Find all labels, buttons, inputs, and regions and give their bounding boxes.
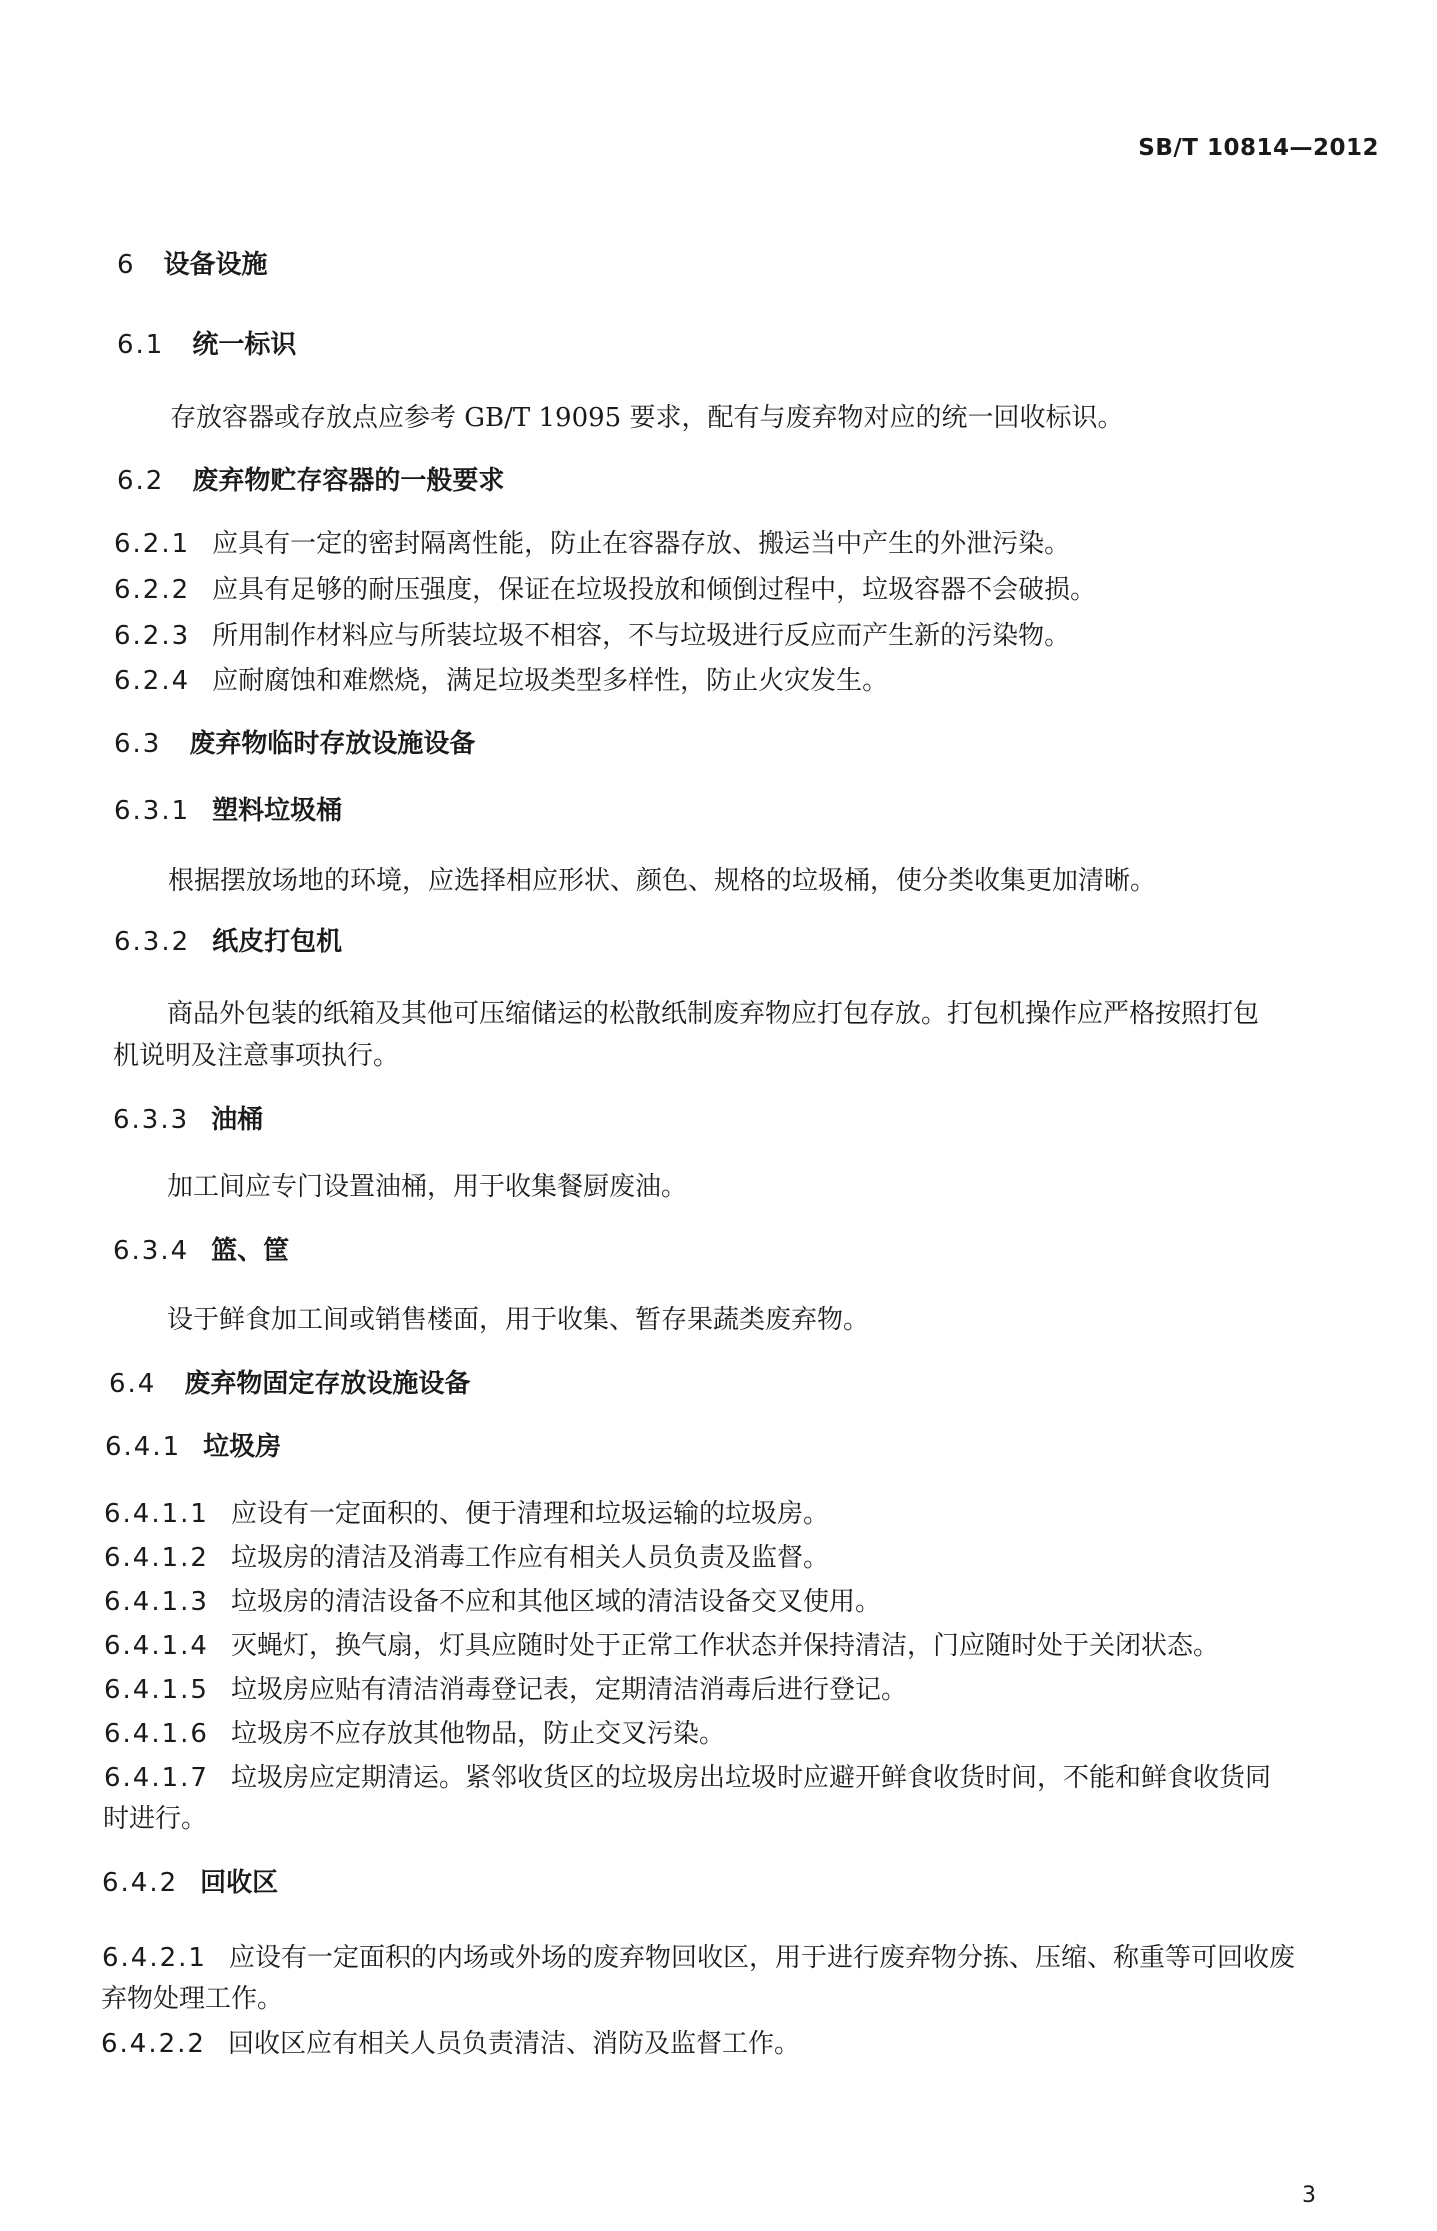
paragraph-6-3-1: 根据摆放场地的环境，应选择相应形状、颜色、规格的垃圾桶，使分类收集更加清晰。 xyxy=(168,866,1157,896)
section-heading-6-4-1 xyxy=(105,1430,281,1464)
clause-text: 应设有一定面积的、便于清理和垃圾运输的垃圾房。 xyxy=(230,1499,829,1529)
clause-6-4-1-3 xyxy=(104,1585,881,1619)
section-number: 6.3.1 xyxy=(114,796,191,826)
clause-6-4-2-1-continuation: 弃物处理工作。 xyxy=(101,1984,284,2014)
section-number: 6.4.2 xyxy=(102,1868,179,1898)
section-title: 废弃物临时存放设施设备 xyxy=(189,729,476,759)
section-heading-6 xyxy=(117,248,268,282)
clause-text: 所用制作材料应与所装垃圾不相容，不与垃圾进行反应而产生新的污染物。 xyxy=(212,621,1071,651)
paragraph-6-3-2-line-2: 机说明及注意事项执行。 xyxy=(113,1041,400,1071)
clause-text: 垃圾房应定期清运。紧邻收货区的垃圾房出垃圾时应避开鲜食收货时间，不能和鲜食收货同 xyxy=(230,1763,1271,1793)
section-title: 设备设施 xyxy=(163,250,268,280)
clause-6-2-3 xyxy=(114,619,1070,653)
paragraph-6-3-4: 设于鲜食加工间或销售楼面，用于收集、暂存果蔬类废弃物。 xyxy=(167,1305,870,1335)
clause-number: 6.4.2.1 xyxy=(102,1943,207,1973)
section-heading-6-3-3 xyxy=(113,1103,263,1137)
clause-number: 6.4.1.6 xyxy=(104,1719,209,1749)
clause-6-2-4 xyxy=(114,664,888,698)
clause-6-4-1-4 xyxy=(104,1629,1219,1663)
clause-text: 应具有一定的密封隔离性能，防止在容器存放、搬运当中产生的外泄污染。 xyxy=(212,529,1071,559)
section-heading-6-1 xyxy=(117,328,296,362)
paragraph-6-3-3: 加工间应专门设置油桶，用于收集餐厨废油。 xyxy=(167,1172,688,1202)
clause-6-2-1 xyxy=(114,527,1070,561)
section-number: 6 xyxy=(117,250,136,280)
section-heading-6-2 xyxy=(117,464,504,498)
clause-number: 6.4.1.1 xyxy=(104,1499,209,1529)
clause-text: 应设有一定面积的内场或外场的废弃物回收区，用于进行废弃物分拣、压缩、称重等可回收废 xyxy=(228,1943,1295,1973)
section-title: 废弃物贮存容器的一般要求 xyxy=(192,466,505,496)
clause-number: 6.4.1.3 xyxy=(104,1587,209,1617)
clause-text: 应耐腐蚀和难燃烧，满足垃圾类型多样性，防止火灾发生。 xyxy=(212,666,889,696)
clause-text: 回收区应有相关人员负责清洁、消防及监督工作。 xyxy=(227,2029,800,2059)
clause-text: 灭蝇灯，换气扇，灯具应随时处于正常工作状态并保持清洁，门应随时处于关闭状态。 xyxy=(230,1631,1219,1661)
clause-number: 6.4.1.2 xyxy=(104,1543,209,1573)
section-number: 6.3.4 xyxy=(113,1236,190,1266)
clause-number: 6.4.1.4 xyxy=(104,1631,209,1661)
clause-6-4-1-7-continuation: 时进行。 xyxy=(103,1804,208,1834)
section-number: 6.4.1 xyxy=(105,1432,182,1462)
section-heading-6-4 xyxy=(109,1367,470,1401)
section-heading-6-3-1 xyxy=(114,794,342,828)
section-heading-6-3-4 xyxy=(113,1234,289,1268)
section-title: 回收区 xyxy=(200,1868,279,1898)
section-title: 统一标识 xyxy=(192,330,297,360)
clause-6-4-1-6 xyxy=(104,1717,725,1751)
clause-number: 6.2.1 xyxy=(114,529,191,559)
clause-6-2-2 xyxy=(114,573,1096,607)
clause-number: 6.2.4 xyxy=(114,666,191,696)
clause-6-4-1-7 xyxy=(104,1761,1271,1795)
clause-number: 6.4.1.5 xyxy=(104,1675,209,1705)
clause-text: 应具有足够的耐压强度，保证在垃圾投放和倾倒过程中，垃圾容器不会破损。 xyxy=(212,575,1097,605)
clause-text: 垃圾房的清洁及消毒工作应有相关人员负责及监督。 xyxy=(230,1543,829,1573)
clause-6-4-2-2 xyxy=(101,2027,800,2061)
clause-number: 6.4.1.7 xyxy=(104,1763,209,1793)
clause-number: 6.2.3 xyxy=(114,621,191,651)
clause-6-4-2-1 xyxy=(102,1941,1295,1975)
section-number: 6.3.2 xyxy=(114,927,191,957)
section-title: 纸皮打包机 xyxy=(212,927,343,957)
clause-text: 垃圾房的清洁设备不应和其他区域的清洁设备交叉使用。 xyxy=(230,1587,881,1617)
clause-6-4-1-1 xyxy=(104,1497,829,1531)
section-title: 塑料垃圾桶 xyxy=(212,796,343,826)
section-number: 6.4 xyxy=(109,1369,157,1399)
paragraph-6-3-2-line-1: 商品外包装的纸箱及其他可压缩储运的松散纸制废弃物应打包存放。打包机操作应严格按照打包 xyxy=(167,999,1260,1029)
section-heading-6-3-2 xyxy=(114,925,342,959)
clause-text: 垃圾房不应存放其他物品，防止交叉污染。 xyxy=(230,1719,725,1749)
section-number: 6.1 xyxy=(117,330,165,360)
clause-number: 6.2.2 xyxy=(114,575,191,605)
document-code-header: SB/T 10814—2012 xyxy=(1138,135,1379,161)
clause-text: 垃圾房应贴有清洁消毒登记表，定期清洁消毒后进行登记。 xyxy=(230,1675,907,1705)
page-number: 3 xyxy=(1302,2183,1316,2208)
section-number: 6.3.3 xyxy=(113,1105,190,1135)
clause-6-4-1-5 xyxy=(104,1673,907,1707)
section-number: 6.2 xyxy=(117,466,165,496)
section-title: 油桶 xyxy=(211,1105,264,1135)
section-title: 篮、筐 xyxy=(211,1236,290,1266)
section-title: 废弃物固定存放设施设备 xyxy=(184,1369,471,1399)
section-heading-6-4-2 xyxy=(102,1866,278,1900)
clause-6-4-1-2 xyxy=(104,1541,829,1575)
clause-number: 6.4.2.2 xyxy=(101,2029,206,2059)
section-title: 垃圾房 xyxy=(203,1432,282,1462)
paragraph-6-1: 存放容器或存放点应参考 GB/T 19095 要求，配有与废弃物对应的统一回收标识。 xyxy=(170,403,1124,433)
section-heading-6-3 xyxy=(114,727,475,761)
section-number: 6.3 xyxy=(114,729,162,759)
